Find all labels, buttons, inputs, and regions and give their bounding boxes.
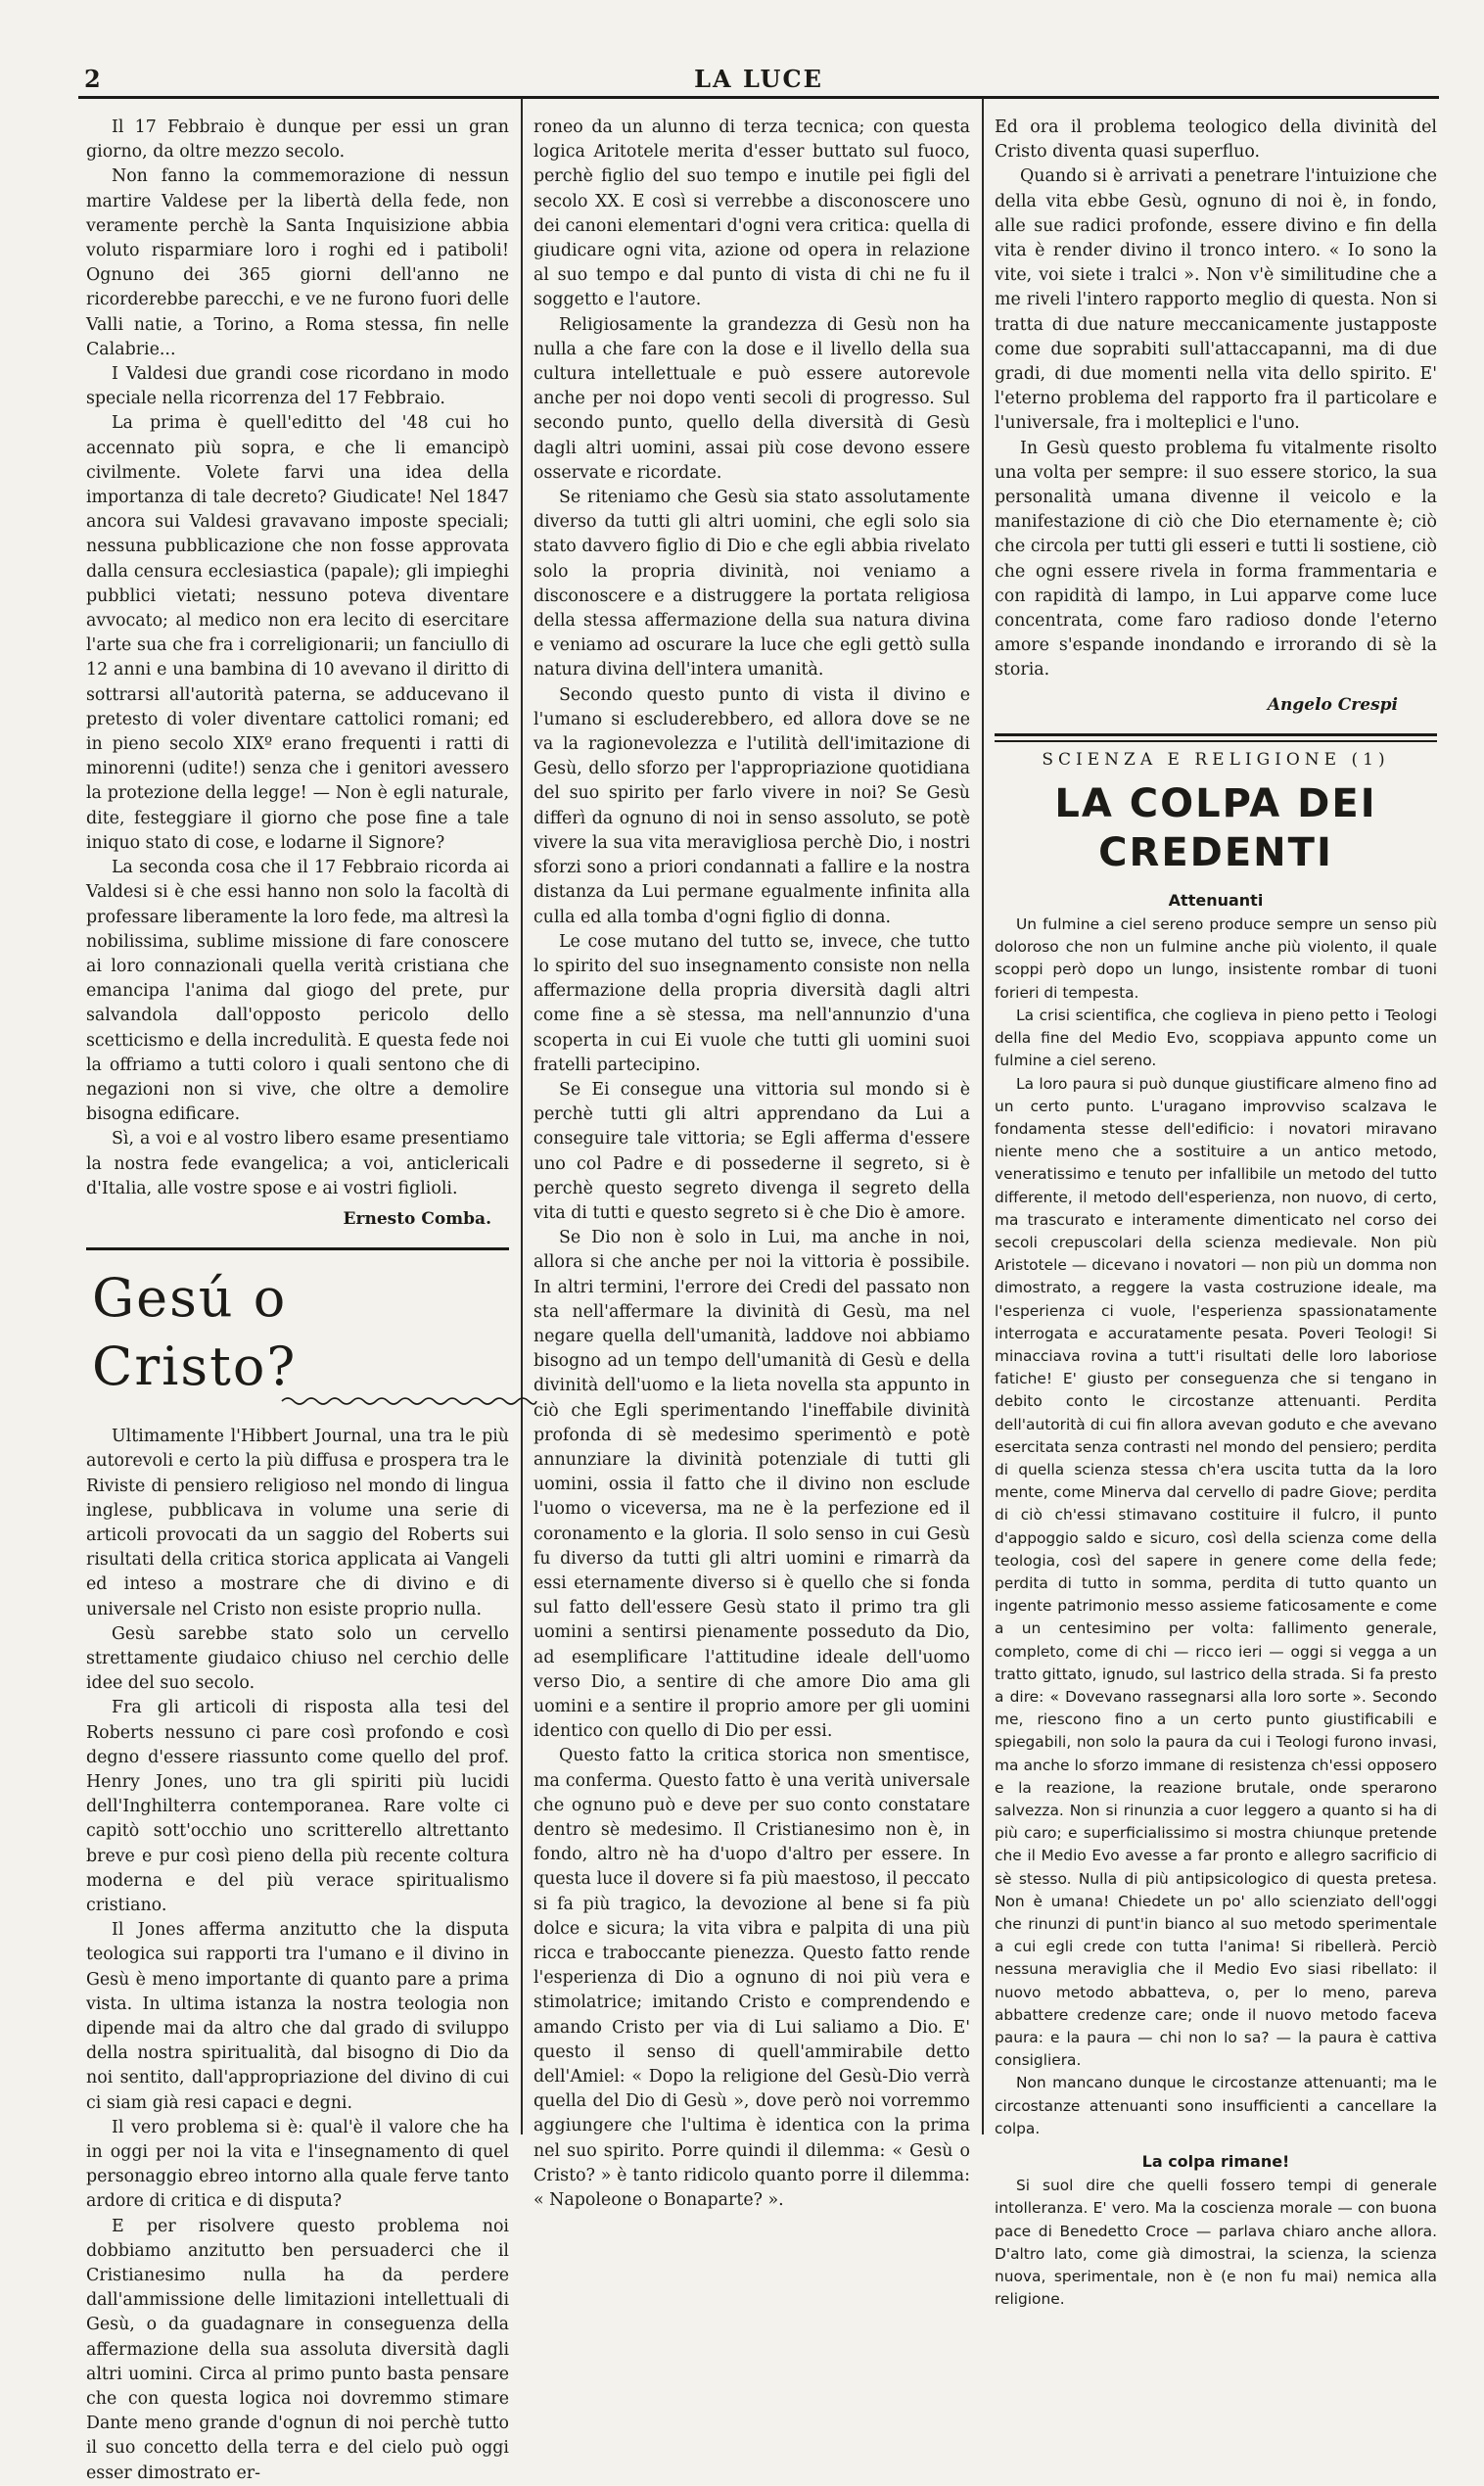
paragraph: Non fanno la commemorazione di nessun martire Valdese per la libertà della fede, non veramente perchè la Santa Inquisizione abbia voluto risparmiare loro i roghi ed i patiboli! Ognuno dei 365 giorni dell'anno ne ricorderebbe parecchi, e ve ne furono fuori delle Valli natie, a Torino, a Roma stessa, fin nelle Calabrie... bbox=[86, 166, 509, 359]
paragraph: Il 17 Febbraio è dunque per essi un gran giorno, da oltre mezzo secolo. bbox=[86, 117, 509, 163]
paragraph: Fra gli articoli di risposta alla tesi del Roberts nessuno ci pare così profondo e così degno d'essere riassunto come quello del prof. Henry Jones, uno tra gli spiriti più lucidi dell'Inghilterra contemporanea. Rare volte ci capitò sott'occhio uno scritterello altrettanto breve e pur così pieno della più recente coltura moderna e del più verace spiritualismo cristiano. bbox=[86, 1698, 509, 1915]
column-divider-2 bbox=[982, 98, 984, 2134]
section-kicker: SCIENZA E RELIGIONE (1) bbox=[1042, 749, 1390, 770]
page-header bbox=[78, 61, 1439, 99]
paragraph: La loro paura si può dunque giustificare almeno fino ad un certo punto. L'uragano improvviso scalzava le fondamenta stesse dell'edificio: i novatori miravano niente meno che a sostituire a un antico metodo, veneratissimo e tenuto per infallibile un metodo del tutto differente, il metodo dell'esperienza, non nuovo, di certo, ma trascurato e interamente dimenticato nel corso dei secoli crepuscolari della scienza medievale. Non più Aristotele — dicevano i novatori — non più un domma non dimostrato, a reggere la vasta costruzione ideale, ma l'esperienza ci vuole, l'esperienza spassionatamente interrogata e accuratamente pesata. Poveri Teologi! Si minacciava rovina a tutt'i risultati delle loro laboriose fatiche! E' giusto per conseguenza che si tengano in debito conto le circostanze attenuanti. Perdita dell'autorità di cui fin allora avevan goduto e che avevano esercitata senza contrasti nel mondo del pensiero; perdita di quella scienza stessa ch'era uscita tutta da la loro mente, come Minerva dal cervello di padre Giove; perdita di ciò ch'essi stimavano costituire il fulcro, il punto d'appoggio saldo e sicuro, così della scienza come della teologia, così del sapere in genere come della fede; perdita di tutto in somma, perdita di tutto quanto un ingente patrimonio messo assieme faticosamente e come a un centesimino per volta: fallimento generale, completo, come di chi — ricco ieri — oggi si vegga a un tratto gittato, ignudo, sul lastrico della strada. Si fa presto a dire: « Dovevano rassegnarsi alla loro sorte ». Secondo me, riescono fino a un certo punto giustificabili e spiegabili, non solo la paura da cui i Teologi furono invasi, ma anche lo sforzo immane di resistenza ch'essi opposero e la reazione, la reazione brutale, onde sperarono salvezza. Non si rinunzia a cuor leggero a quanto si ha di più caro; e superficialissimo si mostra chiunque pretende che il Medio Evo avesse a far pronto e allegro sacrificio di sè stesso. Nulla di più antipsicologico di questa pretesa. Non è umana! Chiedete un po' allo scienziato dell'oggi che rinunzi di punt'in bianco al suo metodo sperimentale a cui egli crede con tutta l'anima! Si ribellerà. Perciò nessuna meraviglia che il Medio Evo siasi ribellato: il nuovo metodo abbatteva, o, per lo meno, pareva abbattere credenze care; onde il nuovo metodo faceva paura: e la paura — chi non lo sa? — la paura è cattiva consigliera. bbox=[995, 1074, 1437, 2070]
column-1 bbox=[86, 116, 509, 2483]
paragraph: Si suol dire che quelli fossero tempi di generale intolleranza. E' vero. Ma la coscienza morale — con buona pace di Benedetto Croce — parlava chiaro anche allora. D'altro lato, come già dimostrai, la scienza, la scienza nuova, sperimentale, non è (e non fu mai) nemica alla religione. bbox=[995, 2177, 1437, 2309]
paragraph: Quando si è arrivati a penetrare l'intuizione che della vita ebbe Gesù, ognuno di noi è, in fondo, alle sue radici profonde, essere divino e fin della vita è render divino il tronco intero. « Io sono la vite, voi siete i tralci ». Non v'è similitudine che a me riveli l'intero rapporto meglio di questa. Non si tratta di due nature meccanicamente justapposte come due soprabiti sull'attaccapanni, ma di due gradi, di due momenti nella vita dello spirito. E' l'eterno problema del rapporto fra il particolare e l'universale, fra i molteplici e l'uno. bbox=[995, 166, 1437, 434]
paragraph: Gesù sarebbe stato solo un cervello strettamente giudaico chiuso nel cerchio delle idee del suo secolo. bbox=[86, 1623, 509, 1694]
paragraph: Se Ei consegue una vittoria sul mondo si è perchè tutti gli altri apprendano da Lui a conseguire tale vittoria; se Egli afferma d'essere uno col Padre e di possederne il segreto, si è perchè questo segreto divenga il segreto della vita di tutti e questo segreto si è che Dio è amore. bbox=[533, 1079, 970, 1223]
article-title: Gesú o Cristo? bbox=[92, 1267, 298, 1398]
paragraph: Ed ora il problema teologico della divinità del Cristo diventa quasi superfluo. bbox=[995, 117, 1437, 163]
paragraph: Se riteniamo che Gesù sia stato assolutamente diverso da tutti gli altri uomini, che egli solo sia stato davvero figlio di Dio e che egli abbia rivelato solo la propria divinità, noi veniamo a disconoscere e a distruggere la portata religiosa della stessa affermazione della sua natura divina e veniamo ad oscurare la luce che egli gettò sulla natura divina dell'intera umanità. bbox=[533, 488, 970, 680]
column-divider-1 bbox=[521, 98, 523, 2134]
paragraph: I Valdesi due grandi cose ricordano in modo speciale nella ricorrenza del 17 Febbraio. bbox=[86, 364, 509, 409]
article-comba bbox=[86, 116, 509, 1232]
section-divider bbox=[995, 740, 1437, 742]
paragraph: Non mancano dunque le circostanze attenuanti; ma le circostanze attenuanti sono insufficienti a cancellare la colpa. bbox=[995, 2074, 1437, 2137]
paragraph: Sì, a voi e al vostro libero esame presentiamo la nostra fede evangelica; a voi, anticlericali d'Italia, alle vostre spose e ai vostri figlioli. bbox=[86, 1129, 509, 1198]
paragraph: Religiosamente la grandezza di Gesù non ha nulla a che fare con la dose e il livello della sua cultura intellettuale e può essere autorevole anche per noi dopo venti secoli di progresso. Sul secondo punto, quello della diversità di Gesù dagli altri uomini, assai più cose devono essere osservate e ricordate. bbox=[533, 314, 970, 483]
paragraph: Il Jones afferma anzitutto che la disputa teologica sui rapporti tra l'umano e il divino in Gesù è meno importante di quanto pare a prima vista. In ultima istanza la nostra teologia non dipende mai da altro che dal grado di sviluppo della nostra spiritualità, dal bisogno di Dio da noi sentito, dall'appropriazione del divino di cui ci siam già resi capaci e degni. bbox=[86, 1920, 509, 2113]
paragraph: Il vero problema si è: qual'è il valore che ha in oggi per noi la vita e l'insegnamento di quel personaggio ebreo intorno alla quale ferve tanto ardore di critica e di disputa? bbox=[86, 2117, 509, 2212]
page-number: 2 bbox=[84, 65, 101, 93]
section-divider bbox=[995, 733, 1437, 736]
paragraph: Secondo questo punto di vista il divino e l'umano si escluderebbero, ed allora dove se ne va la ragionevolezza e l'utilità dell'imitazione di Gesù, dello sforzo per l'appropriazione quotidiana del suo spirito per farlo vivere in noi? Se Gesù differì da ognuno di noi in senso assoluto, se potè vivere la sua vita meravigliosa perchè Dio, i nostri sforzi sono a priori condannati a fallire e la nostra distanza da Lui permane egualmente infinita alla culla ed alla tomba d'ogni figlio di donna. bbox=[533, 684, 970, 927]
column-2 bbox=[533, 116, 970, 2211]
article-title: LA COLPA DEI CREDENTI bbox=[1054, 780, 1377, 875]
article-colpa-dei-credenti bbox=[995, 889, 1437, 2312]
paragraph: In Gesù questo problema fu vitalmente risolto una volta per sempre: il suo essere storico, la sua personalità umana divenne il veicolo e la manifestazione di ciò che Dio eternamente è; ciò che circola per tutti gli esseri e tutti li sostiene, ciò che ogni essere rivela in forma frammentaria e con rapidità di lampo, in Lui apparve come luce concentrata, come faro radioso donde l'eterno amore s'espande inondando e irrorando di sè la storia. bbox=[995, 438, 1437, 680]
paragraph: La prima è quell'editto del '48 cui ho accennato più sopra, e che li emancipò civilmente. Volete farvi una idea della importanza di tale decreto? Giudicate! Nel 1847 ancora sui Valdesi gravavano imposte speciali; nessuna pubblicazione che non fosse approvata dalla censura ecclesiastica (papale); gli impieghi pubblici vietati; nessuno poteva diventare avvocato; al medico non era lecito di esercitare l'arte sua che fra i correligionarii; un fanciullo di 12 anni e una bambina di 10 avevano il diritto di sottrarsi all'autorità paterna, se adducevano il pretesto di voler diventare cattolici romani; ed in pieno secolo XIXº erano frequenti i ratti di minorenni (udite!) senza che i genitori avessero la protezione della legge! — Non è egli naturale, dite, festeggiare il giorno che pose fine a tale iniquo stato di cose, e lodarne il Signore? bbox=[86, 413, 509, 853]
paragraph: E per risolvere questo problema noi dobbiamo anzitutto ben persuaderci che il Cristianesimo nulla ha da perdere dall'ammissione delle limitazioni intellettuali di Gesù, o da guadagnare in conseguenza della affermazione della sua assoluta diversità dagli altri uomini. Circa al primo punto basta pensare che con questa logica noi dovremmo stimare Dante meno grande d'ognun di noi perchè tutto il suo concetto della terra e del cielo può oggi esser dimostrato er- bbox=[86, 2216, 509, 2483]
paragraph: Se Dio non è solo in Lui, ma anche in noi, allora si che anche per noi la vittoria è possibile. In altri termini, l'errore dei Credi del passato non sta nell'affermare la divinità di Gesù, ma nel negare quella dell'umanità, laddove noi abbiamo bisogno ad un tempo dell'umanità di Gesù e della divinità dell'uomo e la lieta novella sta appunto in ciò che Egli sperimentando l'ineffabile divinità profonda di sè medesimo sperimentò e potè annunziare la divinità potenziale di tutti gli uomini, ossia il fatto che il divino non esclude l'uomo o viceversa, ma ne è la perfezione ed il coronamento e la gloria. Il solo senso in cui Gesù fu diverso da tutti gli altri uomini e rimarrà da essi eternamente diverso si è quello che si fonda sul fatto dell'essere Gesù stato il primo tra gli uomini a sentirsi pienamente posseduto da Dio, ad esemplificare l'attitudine ideale dell'uomo verso Dio, a sentire di che amore Dio ama gli uomini e a sentire il proprio amore per gli uomini identico con quello di Dio per essi. bbox=[533, 1228, 970, 1742]
column-3 bbox=[995, 116, 1437, 2309]
author-signature: Angelo Crespi bbox=[1267, 694, 1398, 715]
paragraph: Le cose mutano del tutto se, invece, che tutto lo spirito del suo insegnamento consiste non nella affermazione della propria diversità dagli altri come fine a sè stessa, ma nell'annunzio d'una scoperta in cui Ei vuole che tutti gli uomini suoi fratelli partecipino. bbox=[533, 931, 970, 1075]
subheading: La colpa rimane! bbox=[1141, 2152, 1290, 2172]
paragraph: Un fulmine a ciel sereno produce sempre un senso più doloroso che non un fulmine anche più violento, il quale scoppi però dopo un lungo, insistente rombar di tuoni forieri di tempesta. bbox=[995, 915, 1437, 1002]
masthead: LA LUCE bbox=[694, 65, 823, 93]
wavy-ornament bbox=[282, 1395, 536, 1407]
paragraph: Ultimamente l'Hibbert Journal, una tra le più autorevoli e certo la più diffusa e prospera tra le Riviste di pensiero religioso nel mondo di lingua inglese, pubblicava in volume una serie di articoli provocati da un saggio del Roberts sui risultati della critica storica applicata ai Vangeli ed inteso a mostrare che di divino e di universale nel Cristo non esiste proprio nulla. bbox=[86, 1427, 509, 1619]
section-divider bbox=[86, 1247, 509, 1250]
paragraph: La crisi scientifica, che coglieva in pieno petto i Teologi della fine del Medio Evo, scoppiava appunto come un fulmine a ciel sereno. bbox=[995, 1006, 1437, 1070]
paragraph: roneo da un alunno di terza tecnica; con questa logica Aritotele merita d'esser buttato sul fuoco, perchè figlio del suo tempo e inutile pei figli del secolo XX. E così si verrebbe a disconoscere uno dei canoni elementari d'ogni vera critica: quella di giudicare ogni vita, azione od opera in relazione al suo tempo e dal punto di vista di chi ne fu il soggetto e l'autore. bbox=[533, 117, 970, 310]
article-gesu-o-cristo bbox=[86, 1425, 509, 2486]
paragraph: Questo fatto la critica storica non smentisce, ma conferma. Questo fatto è una verità universale che ognuno può e deve per suo conto constatare dentro sè medesimo. Il Cristianesimo non è, in fondo, altro nè ha d'uopo d'altro per essere. In questa luce il dovere si fa più maestoso, il peccato si fa più tragico, la devozione al bene si fa più dolce e sicura; la vita vibra e palpita di una più ricca e traboccante pienezza. Questo fatto rende l'esperienza di Dio a ognuno di noi più vera e stimolatrice; imitando Cristo e comprendendo e amando Cristo per via di Lui saliamo a Dio. E' questo il senso di quell'ammirabile detto dell'Amiel: « Dopo la religione del Gesù-Dio verrà quella del Dio di Gesù », dove però noi vorremmo aggiungere che l'ultima è identica con la prima nel suo spirito. Porre quindi il dilemma: « Gesù o Cristo? » è tanto ridicolo quanto porre il dilemma: « Napoleone o Bonaparte? ». bbox=[533, 1746, 970, 2211]
paragraph: La seconda cosa che il 17 Febbraio ricorda ai Valdesi si è che essi hanno non solo la facoltà di professare liberamente la loro fede, ma altresì la nobilissima, sublime missione di fare conoscere ai loro connazionali quella verità cristiana che emancipa l'anima dal giogo del prete, pur salvandola dall'opposto pericolo dello scetticismo e della incredulità. E questa fede noi la offriamo a tutti coloro i quali sentono che di negazioni non si vive, che oltre a demolire bisogna edificare. bbox=[86, 858, 509, 1125]
subheading: Attenuanti bbox=[1168, 890, 1264, 910]
author-signature: Ernesto Comba. bbox=[343, 1208, 491, 1229]
